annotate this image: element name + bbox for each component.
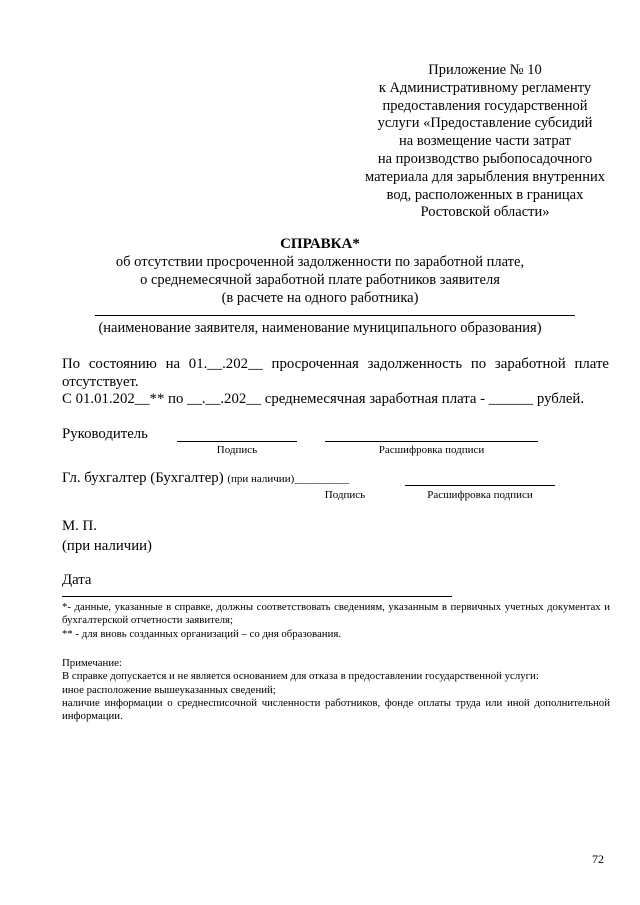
accountant-sign-caption: Подпись <box>324 489 366 501</box>
annex-line: Приложение № 10 <box>428 62 542 78</box>
salary-statement: С 01.01.202__** по __.__.202__ среднемесячная заработная плата - ______ рублей. <box>62 391 585 407</box>
remark-line: наличие информации о среднесписочной численности работников, фонде оплаты труда или иной дополнительной информации. <box>62 697 610 722</box>
document-title <box>0 235 640 307</box>
annex-line: к Административному регламенту <box>378 79 592 96</box>
footnote-2: ** - для вновь созданных организаций – со дня образования. <box>62 628 342 640</box>
title-line: об отсутствии просроченной задолженности по заработной плате, <box>115 254 525 270</box>
remark-heading: Примечание: <box>62 657 122 669</box>
accountant-decode-caption: Расшифровка подписи <box>427 489 533 501</box>
accountant-note: (при наличии)__________ <box>227 473 350 485</box>
date-label: Дата <box>62 572 92 588</box>
title-line: (в расчете на одного работника) <box>221 290 419 306</box>
annex-block <box>360 62 610 222</box>
footnote-separator <box>62 596 452 597</box>
accountant-decode-line <box>405 485 555 486</box>
applicant-caption: (наименование заявителя, наименование муниципального образования) <box>98 320 542 336</box>
annex-line: вод, расположенных в границах <box>386 186 584 203</box>
accountant-label-text: Гл. бухгалтер (Бухгалтер) <box>62 470 224 486</box>
title-heading: СПРАВКА* <box>280 236 360 252</box>
head-sign-line <box>177 441 297 442</box>
stamp-note: (при наличии) <box>62 538 152 554</box>
page-number: 72 <box>592 852 604 866</box>
debt-statement: По состоянию на 01.__.202__ просроченная задолженность по заработной плате отсутствует. <box>62 356 609 390</box>
head-decode-line <box>325 441 538 442</box>
applicant-name-line <box>95 315 575 316</box>
annex-line: услуги «Предоставление субсидий <box>377 115 593 132</box>
annex-line: Ростовской области» <box>420 204 550 221</box>
footnote-1: *- данные, указанные в справке, должны соответствовать сведениям, указанным в первичных учетных документах и бухгалтерской отчетности заявителя; <box>62 601 610 626</box>
annex-line: предоставления государственной <box>382 97 588 114</box>
annex-line: на производство рыбопосадочного <box>377 150 593 167</box>
head-decode-caption: Расшифровка подписи <box>378 444 485 456</box>
stamp-label: М. П. <box>62 518 97 534</box>
head-sign-caption: Подпись <box>216 444 258 456</box>
remark-line: В справке допускается и не является основанием для отказа в предоставлении государственной услуги: <box>62 670 539 682</box>
annex-line: на возмещение части затрат <box>399 133 571 150</box>
annex-line: материала для зарыбления внутренних <box>365 168 605 185</box>
accountant-label <box>62 470 349 487</box>
title-line: о среднемесячной заработной плате работников заявителя <box>140 272 500 288</box>
head-label: Руководитель <box>62 426 148 442</box>
remark-line: иное расположение вышеуказанных сведений; <box>62 684 276 696</box>
